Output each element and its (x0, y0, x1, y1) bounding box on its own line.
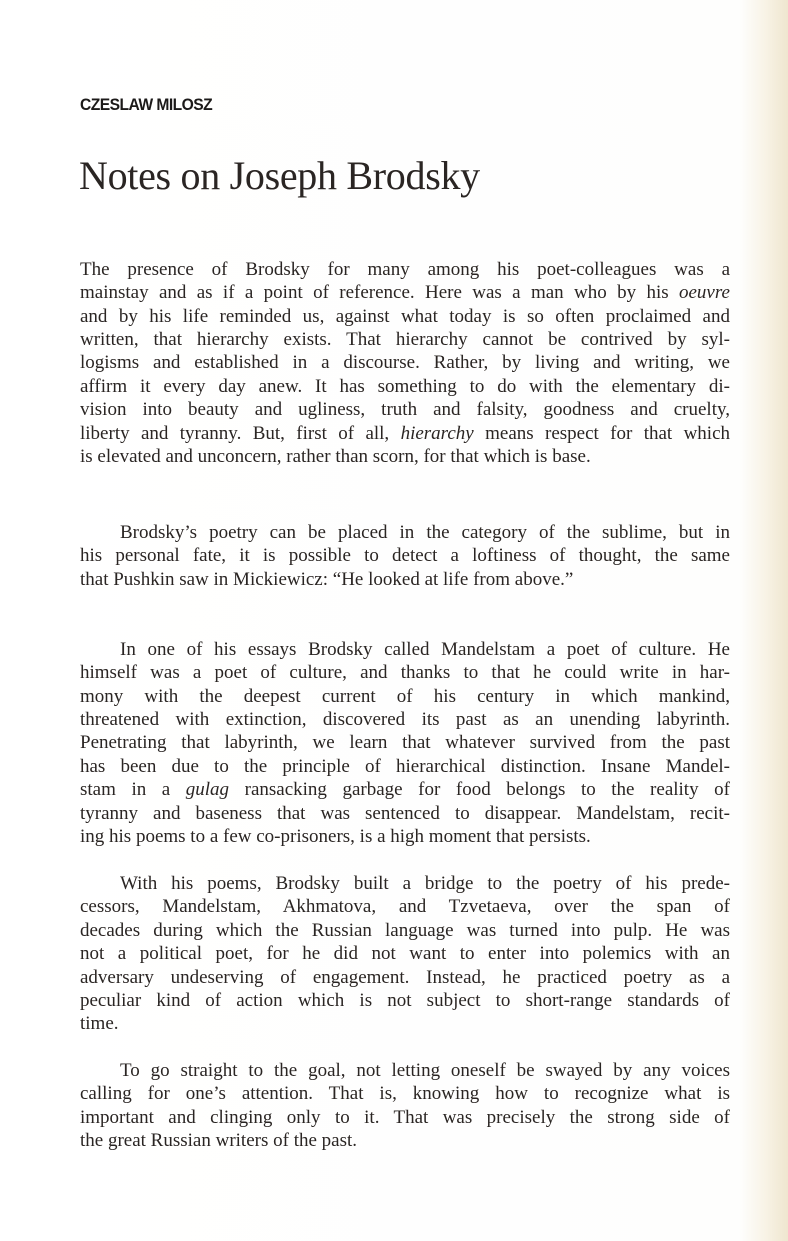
text-line: cessors, Mandelstam, Akhmatova, and Tzvetaeva, over the span of (80, 896, 730, 917)
text-line: tyranny and baseness that was sentenced to disappear. Mandelstam, recit- (80, 803, 730, 824)
text-line (80, 778, 730, 801)
text-line: ing his poems to a few co-prisoners, is a high moment that persists. (80, 826, 591, 847)
text-segment: ransacking garbage for food belongs to the reality of (229, 779, 730, 800)
author-name: CZESLAW MILOSZ (80, 95, 213, 114)
text-line: mony with the deepest current of his century in which mankind, (80, 686, 730, 707)
text-line: The presence of Brodsky for many among his poet-colleagues was a (80, 259, 730, 280)
italic-term: oeuvre (679, 282, 730, 303)
text-segment: mainstay and as if a point of reference. Here was a man who by his (80, 282, 679, 303)
text-line: and by his life reminded us, against what today is so often proclaimed and (80, 306, 730, 327)
text-line: that Pushkin saw in Mickiewicz: “He looked at life from above.” (80, 569, 574, 590)
text-line: logisms and established in a discourse. Rather, by living and writing, we (80, 352, 730, 373)
text-line: vision into beauty and ugliness, truth and falsity, goodness and cruelty, (80, 399, 730, 420)
text-line: calling for one’s attention. That is, knowing how to recognize what is (80, 1083, 730, 1104)
text-line: adversary undeserving of engagement. Instead, he practiced poetry as a (80, 967, 730, 988)
text-line: the great Russian writers of the past. (80, 1130, 358, 1151)
text-line: With his poems, Brodsky built a bridge to the poetry of his prede- (120, 873, 730, 894)
text-line: his personal fate, it is possible to detect a loftiness of thought, the same (80, 545, 730, 566)
text-line: has been due to the principle of hierarchical distinction. Insane Mandel- (80, 756, 730, 777)
text-segment: liberty and tyranny. But, first of all, (80, 423, 401, 444)
text-line: decades during which the Russian language was turned into pulp. He was (80, 920, 730, 941)
text-line: not a political poet, for he did not want to enter into polemics with an (80, 943, 730, 964)
text-line: himself was a poet of culture, and thanks to that he could write in har- (80, 662, 730, 683)
text-line: affirm it every day anew. It has something to do with the elementary di- (80, 376, 730, 397)
text-line: time. (80, 1013, 119, 1034)
text-line: written, that hierarchy exists. That hierarchy cannot be contrived by syl- (80, 329, 730, 350)
text-line: Penetrating that labyrinth, we learn that whatever survived from the past (80, 732, 730, 753)
text-segment: stam in a (80, 779, 186, 800)
text-line: threatened with extinction, discovered its past as an unending labyrinth. (80, 709, 730, 730)
text-line: is elevated and unconcern, rather than scorn, for that which is base. (80, 446, 591, 467)
italic-term: hierarchy (400, 423, 474, 444)
text-line (80, 281, 730, 304)
italic-term: gulag (185, 779, 230, 800)
text-line: peculiar kind of action which is not subject to short-range standards of (80, 990, 730, 1011)
text-segment: means respect for that which (473, 423, 730, 444)
text-line: In one of his essays Brodsky called Mandelstam a poet of culture. He (120, 639, 730, 660)
text-line: important and clinging only to it. That was precisely the strong side of (80, 1107, 730, 1128)
text-line: To go straight to the goal, not letting oneself be swayed by any voices (120, 1060, 730, 1081)
text-line (80, 422, 730, 445)
article-title: Notes on Joseph Brodsky (79, 153, 480, 198)
text-line: Brodsky’s poetry can be placed in the category of the sublime, but in (120, 522, 730, 543)
